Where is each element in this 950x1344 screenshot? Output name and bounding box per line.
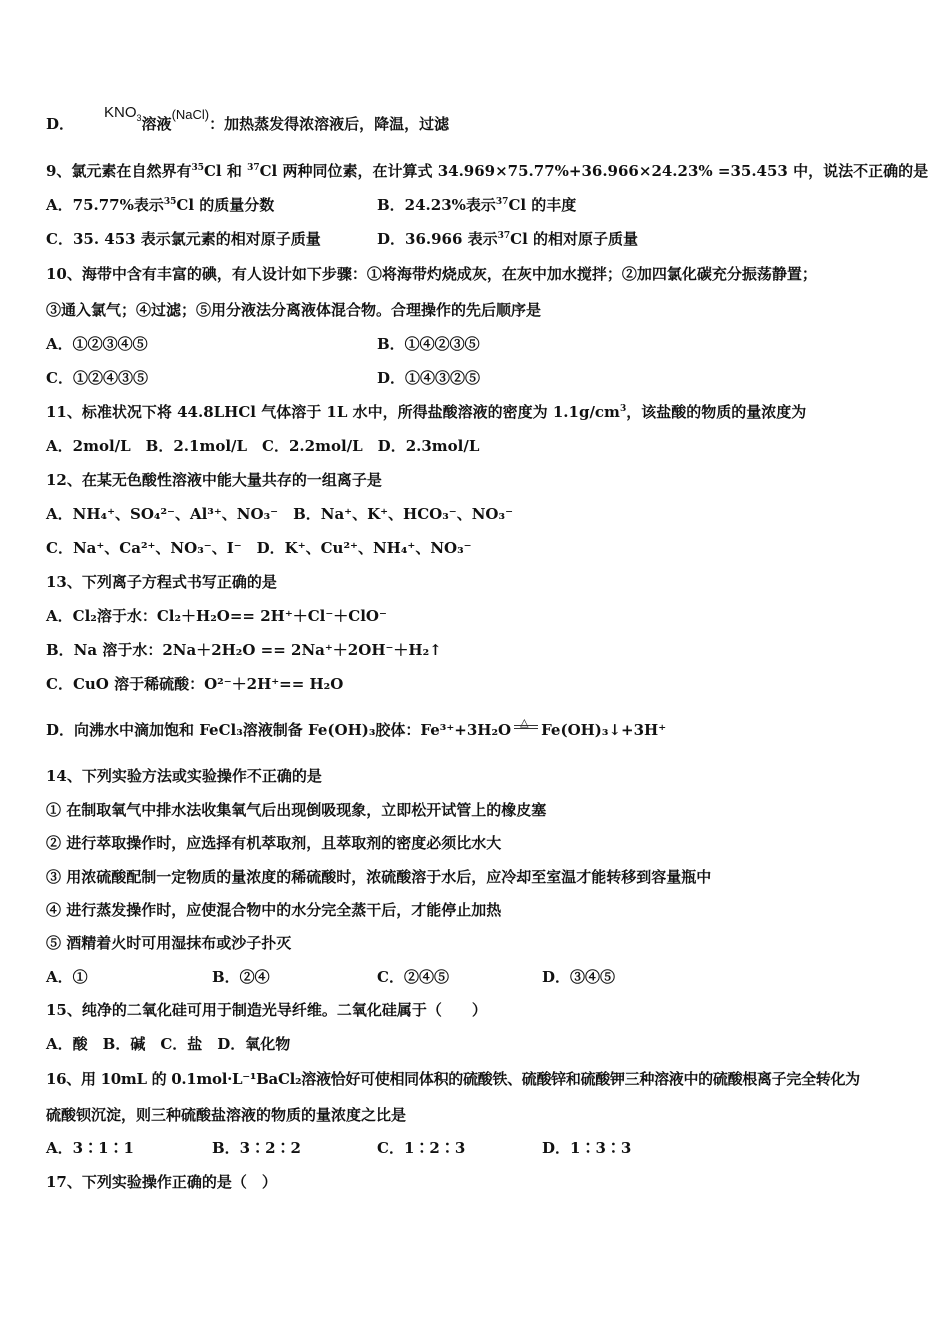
question-13-option-a: A．Cl₂溶于水：Cl₂＋H₂O== 2H⁺＋Cl⁻＋ClO⁻ [46, 607, 387, 625]
question-9-option-b: B．24.23%表示$^{37}$Cl 的丰度 [377, 196, 577, 214]
question-13-option-d: D．向沸水中滴加饱和 FeCl₃溶液制备 Fe(OH)₃胶体：Fe³⁺+3H₂O △ Fe(OH)₃↓+3H⁺ [46, 716, 667, 739]
question-15-stem: 15、纯净的二氧化硅可用于制造光导纤维。二氧化硅属于（ ） [46, 1001, 487, 1019]
solution-label: 溶液 [141, 115, 172, 133]
question-10-option-d: D．①④③②⑤ [377, 369, 481, 387]
question-9-option-c: C．35. 453 表示氯元素的相对原子质量 [46, 230, 321, 248]
question-14-option-c: C．②④⑤ [377, 968, 449, 986]
question-12-option-c: C．Na⁺、Ca²⁺、NO₃⁻、I⁻ [46, 539, 242, 557]
question-12-options-ab [46, 504, 513, 524]
question-12-option-d: D．K⁺、Cu²⁺、NH₄⁺、NO₃⁻ [256, 539, 472, 557]
question-14-option-a: A．① [46, 968, 88, 986]
question-16-option-b: B．3∶2∶2 [212, 1139, 301, 1157]
question-14-statement-2: ② 进行萃取操作时，应选择有机萃取剂，且萃取剂的密度必须比水大 [46, 834, 502, 852]
question-10-stem-line1: 10、海带中含有丰富的碘，有人设计如下步骤：①将海带灼烧成灰，在灰中加水搅拌；②加四氯化碳充分振荡静置； [46, 265, 817, 283]
question-14-statement-4: ④ 进行蒸发操作时，应使混合物中的水分完全蒸干后，才能停止加热 [46, 901, 502, 919]
question-12-option-b: B．Na⁺、K⁺、HCO₃⁻、NO₃⁻ [293, 505, 513, 523]
question-10-stem-line2: ③通入氯气；④过滤；⑤用分液法分离液体混合物。合理操作的先后顺序是 [46, 301, 542, 319]
question-16-stem-line1: 16、用 10mL 的 0.1mol·L⁻¹BaCl₂溶液恰好可使相同体积的硫酸铁、硫酸锌和硫酸钾三种溶液中的硫酸根离子完全转化为 [46, 1070, 860, 1088]
question-13-option-b: B．Na 溶于水：2Na＋2H₂O == 2Na⁺＋2OH⁻＋H₂↑ [46, 641, 442, 659]
question-16-stem-line2: 硫酸钡沉淀，则三种硫酸盐溶液的物质的量浓度之比是 [46, 1106, 407, 1124]
question-14-statement-3: ③ 用浓硫酸配制一定物质的量浓度的稀硫酸时，浓硫酸溶于水后，应冷却至室温才能转移到容量瓶中 [46, 868, 712, 886]
option-label: D． [46, 115, 75, 133]
question-11-options: A．2mol/L B．2.1mol/L C．2.2mol/L D．2.3mol/L [46, 437, 480, 455]
question-12-options-cd [46, 538, 472, 558]
question-14-statement-5: ⑤ 酒精着火时可用湿抹布或沙子扑灭 [46, 934, 292, 952]
question-16-option-a: A．3∶1∶1 [46, 1139, 134, 1157]
question-11-stem: 11、标准状况下将 44.8LHCl 气体溶于 1L 水中，所得盐酸溶液的密度为 $1.1g/cm^3$，该盐酸的物质的量浓度为 [46, 403, 807, 421]
question-8-option-d [46, 104, 450, 135]
question-12-stem: 12、在某无色酸性溶液中能大量共存的一组离子是 [46, 471, 382, 489]
question-13-option-c: C．CuO 溶于稀硫酸：O²⁻＋2H⁺== H₂O [46, 675, 344, 693]
question-13-stem: 13、下列离子方程式书写正确的是 [46, 573, 277, 591]
question-9-stem: 9、氯元素在自然界有$^{35}$Cl 和 $^{37}$Cl 两种同位素，在计算式 34.969×75.77%+36.966×24.23% =35.453 中，说法不正确的是 [46, 162, 929, 180]
option-text: ：加热蒸发得浓溶液后，降温，过滤 [209, 115, 450, 133]
question-14-statement-1: ① 在制取氧气中排水法收集氧气后出现倒吸现象，立即松开试管上的橡皮塞 [46, 801, 547, 819]
question-10-option-a: A．①②③④⑤ [46, 335, 148, 353]
question-17-stem: 17、下列实验操作正确的是（ ） [46, 1173, 277, 1191]
question-14-stem: 14、下列实验方法或实验操作不正确的是 [46, 767, 322, 785]
question-16-option-d: D．1∶3∶3 [542, 1139, 632, 1157]
question-9-option-a: A．75.77%表示$^{35}$Cl 的质量分数 [46, 196, 275, 214]
question-15-options: A．酸 B．碱 C．盐 D．氧化物 [46, 1035, 291, 1053]
question-14-option-b: B．②④ [212, 968, 270, 986]
heat-arrow-icon: △ [511, 721, 541, 741]
question-14-option-d: D．③④⑤ [542, 968, 616, 986]
question-10-option-c: C．①②④③⑤ [46, 369, 148, 387]
question-10-option-b: B．①④②③⑤ [377, 335, 480, 353]
question-16-option-c: C．1∶2∶3 [377, 1139, 466, 1157]
question-12-option-a: A．NH₄⁺、SO₄²⁻、Al³⁺、NO₃⁻ [46, 505, 279, 523]
formula-kno3: $KNO_3$ [104, 104, 142, 123]
question-9-option-d: D．36.966 表示$^{37}$Cl 的相对原子质量 [377, 230, 639, 248]
impurity-nacl: (NaCl) [171, 107, 210, 122]
